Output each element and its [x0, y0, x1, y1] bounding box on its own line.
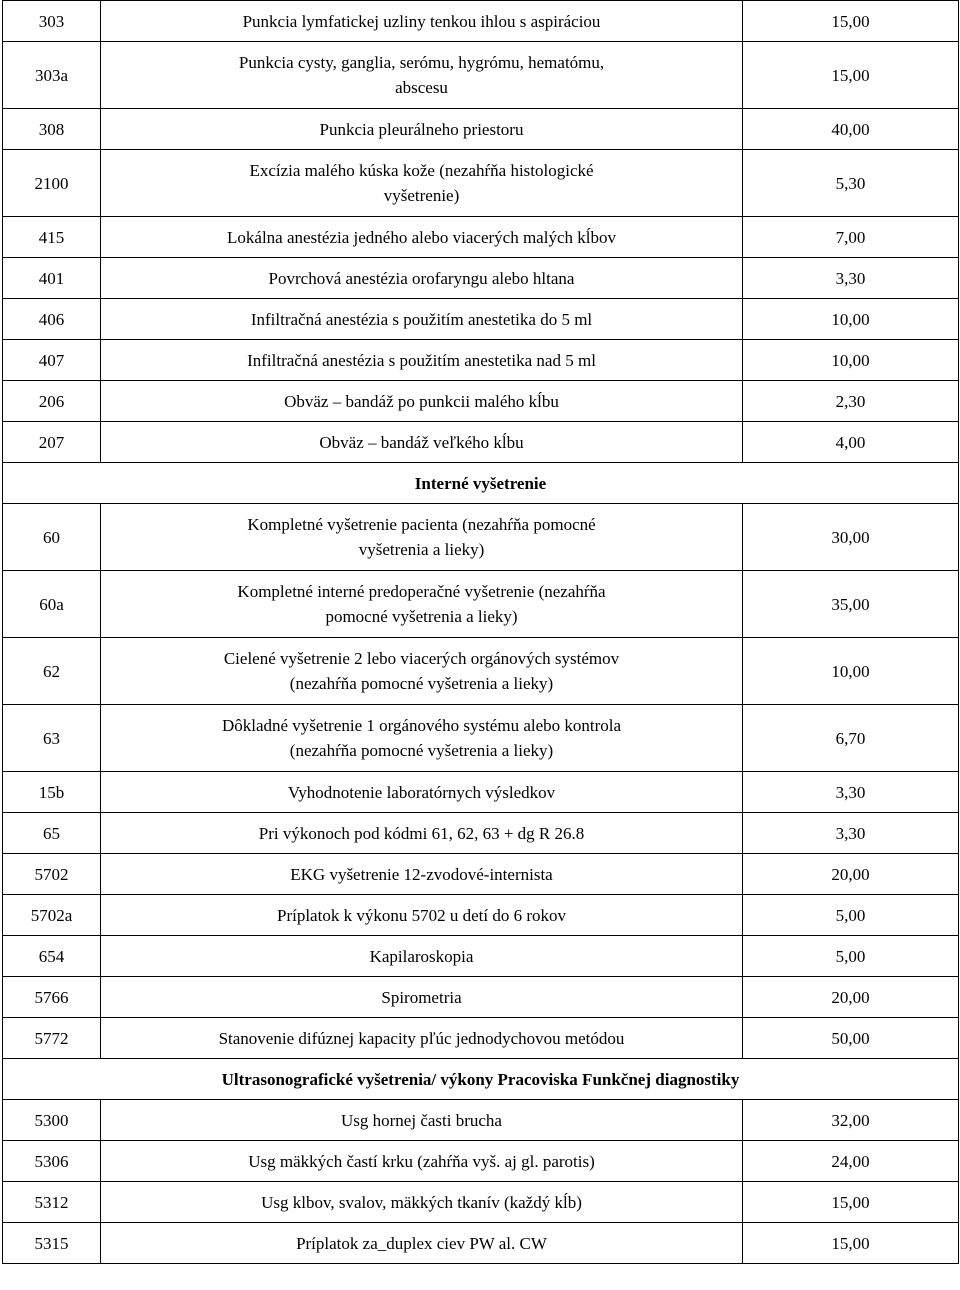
procedure-price: 24,00	[743, 1141, 959, 1182]
procedure-price: 32,00	[743, 1100, 959, 1141]
procedure-description	[101, 705, 743, 772]
procedure-price: 50,00	[743, 1018, 959, 1059]
procedure-price: 20,00	[743, 854, 959, 895]
procedure-description	[101, 109, 743, 150]
procedure-description	[101, 381, 743, 422]
section-header-row	[3, 463, 959, 504]
procedure-description	[101, 638, 743, 705]
procedure-price: 40,00	[743, 109, 959, 150]
procedure-code: 654	[3, 936, 101, 977]
procedure-code: 415	[3, 217, 101, 258]
procedure-code: 63	[3, 705, 101, 772]
table-row	[3, 340, 959, 381]
price-list-sheet	[2, 0, 958, 1264]
procedure-description	[101, 1, 743, 42]
procedure-price: 4,00	[743, 422, 959, 463]
section-header-row	[3, 1059, 959, 1100]
description-line: Príplatok k výkonu 5702 u detí do 6 rokov	[277, 905, 566, 925]
procedure-description	[101, 571, 743, 638]
procedure-description	[101, 1182, 743, 1223]
table-row	[3, 813, 959, 854]
description-line: Usg mäkkých častí krku (zahŕňa vyš. aj gl. parotis)	[248, 1151, 595, 1171]
table-row	[3, 1223, 959, 1264]
description-line: Usg hornej časti brucha	[341, 1110, 502, 1130]
description-line: Kompletné interné predoperačné vyšetrenie (nezahŕňa	[237, 582, 606, 601]
procedure-price: 35,00	[743, 571, 959, 638]
procedure-description	[101, 340, 743, 381]
table-row	[3, 258, 959, 299]
procedure-code: 5315	[3, 1223, 101, 1264]
procedure-description	[101, 217, 743, 258]
procedure-code: 207	[3, 422, 101, 463]
procedure-price: 3,30	[743, 772, 959, 813]
procedure-description	[101, 977, 743, 1018]
procedure-description	[101, 813, 743, 854]
procedure-description	[101, 42, 743, 109]
description-line: pomocné vyšetrenia a lieky)	[325, 607, 518, 626]
procedure-price: 15,00	[743, 1, 959, 42]
procedure-code: 407	[3, 340, 101, 381]
description-line: Cielené vyšetrenie 2 lebo viacerých orgánových systémov	[223, 649, 620, 668]
procedure-description	[101, 1018, 743, 1059]
procedure-code: 2100	[3, 150, 101, 217]
description-line: vyšetrenia a lieky)	[358, 540, 485, 559]
procedure-description	[101, 854, 743, 895]
description-line: Kompletné vyšetrenie pacienta (nezahŕňa pomocné	[247, 515, 596, 534]
procedure-price: 30,00	[743, 504, 959, 571]
procedure-price: 5,00	[743, 895, 959, 936]
description-line: Lokálna anestézia jedného alebo viacerých malých kĺbov	[227, 227, 616, 247]
table-row	[3, 705, 959, 772]
procedure-description	[101, 1223, 743, 1264]
procedure-code: 62	[3, 638, 101, 705]
description-line: (nezahŕňa pomocné vyšetrenia a lieky)	[289, 741, 554, 760]
description-line: Infiltračná anestézia s použitím anestetika do 5 ml	[250, 309, 593, 329]
description-line: Usg klbov, svalov, mäkkých tkanív (každý kĺb)	[261, 1192, 582, 1212]
description-line: Excízia malého kúska kože (nezahŕňa histologické	[249, 161, 594, 180]
procedure-price: 7,00	[743, 217, 959, 258]
description-line: Pri výkonoch pod kódmi 61, 62, 63 + dg R 26.8	[258, 823, 585, 843]
procedure-price: 2,30	[743, 381, 959, 422]
procedure-code: 5766	[3, 977, 101, 1018]
procedure-price: 10,00	[743, 299, 959, 340]
procedure-price: 20,00	[743, 977, 959, 1018]
table-row	[3, 1018, 959, 1059]
description-line: Príplatok za_duplex ciev PW al. CW	[296, 1233, 547, 1253]
procedure-description	[101, 299, 743, 340]
table-row	[3, 504, 959, 571]
description-line: Obväz – bandáž po punkcii malého kĺbu	[284, 391, 559, 411]
description-line: EKG vyšetrenie 12-zvodové-internista	[290, 864, 553, 884]
description-line: Punkcia lymfatickej uzliny tenkou ihlou s aspiráciou	[242, 11, 601, 31]
procedure-code: 60	[3, 504, 101, 571]
procedure-code: 406	[3, 299, 101, 340]
description-line: Obväz – bandáž veľkého kĺbu	[319, 432, 524, 452]
procedure-code: 15b	[3, 772, 101, 813]
description-line: vyšetrenie)	[383, 186, 460, 205]
table-row	[3, 854, 959, 895]
procedure-price: 10,00	[743, 638, 959, 705]
procedure-description	[101, 1141, 743, 1182]
section-title: Ultrasonografické vyšetrenia/ výkony Pracoviska Funkčnej diagnostiky	[3, 1059, 959, 1100]
procedure-description	[101, 258, 743, 299]
procedure-code: 5702a	[3, 895, 101, 936]
description-line: Kapilaroskopia	[369, 946, 474, 966]
description-line: Vyhodnotenie laboratórnych výsledkov	[287, 782, 556, 802]
description-line: Spirometria	[381, 987, 462, 1007]
procedure-code: 206	[3, 381, 101, 422]
table-row	[3, 895, 959, 936]
procedure-price: 15,00	[743, 1182, 959, 1223]
procedure-price: 10,00	[743, 340, 959, 381]
procedure-price: 15,00	[743, 1223, 959, 1264]
procedure-description	[101, 936, 743, 977]
procedure-price: 15,00	[743, 42, 959, 109]
table-row	[3, 422, 959, 463]
procedure-price: 3,30	[743, 258, 959, 299]
procedure-code: 65	[3, 813, 101, 854]
table-row	[3, 381, 959, 422]
table-row	[3, 109, 959, 150]
procedure-description	[101, 1100, 743, 1141]
procedure-code: 303a	[3, 42, 101, 109]
table-row	[3, 1182, 959, 1223]
procedure-code: 60a	[3, 571, 101, 638]
procedure-code: 5300	[3, 1100, 101, 1141]
procedure-code: 5772	[3, 1018, 101, 1059]
table-row	[3, 772, 959, 813]
description-line: Infiltračná anestézia s použitím anestetika nad 5 ml	[247, 350, 596, 370]
procedure-code: 5312	[3, 1182, 101, 1223]
procedure-price: 3,30	[743, 813, 959, 854]
table-row	[3, 977, 959, 1018]
table-row	[3, 936, 959, 977]
procedure-description	[101, 895, 743, 936]
price-list-body	[3, 1, 959, 1264]
procedure-price: 5,00	[743, 936, 959, 977]
table-row	[3, 1, 959, 42]
table-row	[3, 42, 959, 109]
price-list-table	[2, 0, 959, 1264]
description-line: Dôkladné vyšetrenie 1 orgánového systému alebo kontrola	[221, 716, 622, 735]
table-row	[3, 638, 959, 705]
procedure-description	[101, 150, 743, 217]
procedure-code: 303	[3, 1, 101, 42]
procedure-description	[101, 504, 743, 571]
procedure-description	[101, 772, 743, 813]
table-row	[3, 217, 959, 258]
table-row	[3, 150, 959, 217]
table-row	[3, 571, 959, 638]
table-row	[3, 1141, 959, 1182]
description-line: Punkcia pleurálneho priestoru	[319, 119, 524, 139]
description-line: Punkcia cysty, ganglia, serómu, hygrómu, hematómu,	[238, 53, 605, 72]
procedure-code: 5306	[3, 1141, 101, 1182]
description-line: abscesu	[395, 78, 448, 97]
procedure-description	[101, 422, 743, 463]
description-line: Povrchová anestézia orofaryngu alebo hltana	[268, 268, 575, 288]
procedure-code: 401	[3, 258, 101, 299]
procedure-price: 6,70	[743, 705, 959, 772]
section-title: Interné vyšetrenie	[3, 463, 959, 504]
procedure-code: 5702	[3, 854, 101, 895]
procedure-code: 308	[3, 109, 101, 150]
description-line: Stanovenie difúznej kapacity pľúc jednodychovou metódou	[218, 1028, 625, 1048]
table-row	[3, 299, 959, 340]
table-row	[3, 1100, 959, 1141]
procedure-price: 5,30	[743, 150, 959, 217]
description-line: (nezahŕňa pomocné vyšetrenia a lieky)	[289, 674, 554, 693]
